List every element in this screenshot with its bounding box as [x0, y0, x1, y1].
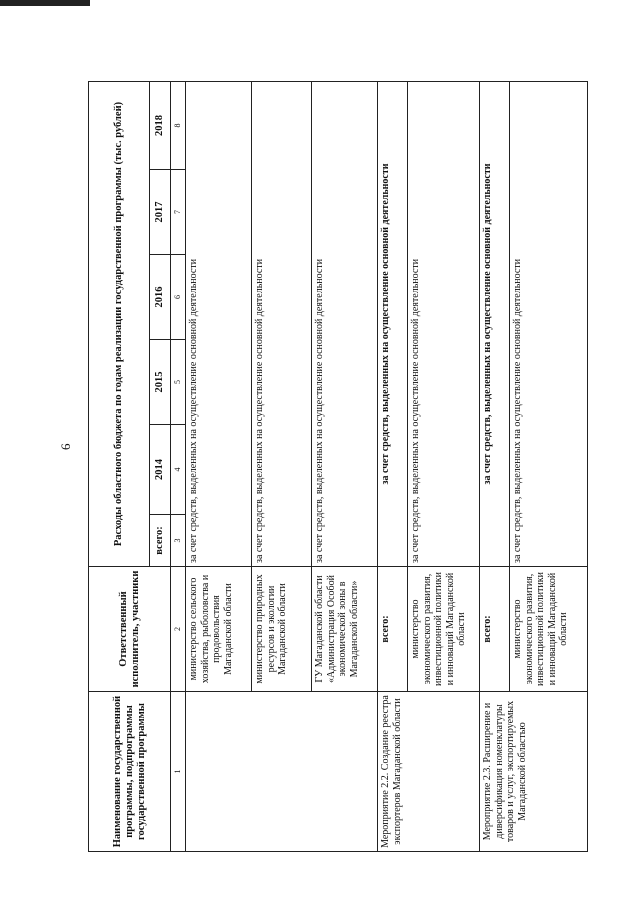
col-num: 6 [171, 255, 186, 340]
row-executor: министерство экономического развития, инвестиционной политики и инноваций Магаданской области [408, 567, 480, 692]
budget-table [88, 81, 588, 852]
row-name [186, 692, 378, 852]
row-executor: министерство сельского хозяйства, рыболовства и продовольствия Магаданской области [186, 567, 252, 692]
row-funding: за счет средств, выделенных на осуществление основной деятельности [510, 81, 588, 566]
col-num: 1 [171, 692, 186, 852]
header-program: Наименование государственной программы, подпрограммы государственной программы [89, 692, 171, 852]
row-funding: за счет средств, выделенных на осуществление основной деятельности [252, 81, 312, 566]
scan-mark [0, 0, 90, 6]
page-number: 6 [58, 443, 73, 450]
row-name: Мероприятие 2.3. Расширение и диверсификация номенклатуры товаров и услуг, экспортируемых Магаданской областью [480, 692, 588, 852]
col-num: 8 [171, 81, 186, 169]
row-executor: министерство экономического развития, инвестиционной политики и инноваций Магаданской области [510, 567, 588, 692]
header-total: всего: [150, 515, 171, 567]
col-num: 2 [171, 567, 186, 692]
row-funding: за счет средств, выделенных на осуществление основной деятельности [378, 81, 408, 566]
header-year-2017: 2017 [150, 170, 171, 255]
row-funding: за счет средств, выделенных на осуществление основной деятельности [312, 81, 378, 566]
table-row [378, 81, 408, 851]
row-executor: всего: [480, 567, 510, 692]
table-row [480, 81, 510, 851]
row-name: Мероприятие 2.2. Создание реестра экспортеров Магаданской области [378, 692, 480, 852]
header-year-2014: 2014 [150, 425, 171, 515]
col-num: 5 [171, 340, 186, 425]
rotated-page [88, 82, 588, 852]
table-row [186, 81, 252, 851]
header-executor: Ответственный исполнитель, участники [89, 567, 171, 692]
row-funding: за счет средств, выделенных на осуществление основной деятельности [480, 81, 510, 566]
row-funding: за счет средств, выделенных на осуществление основной деятельности [408, 81, 480, 566]
header-budget: Расходы областного бюджета по годам реализации государственной программы (тыс. рублей) [89, 81, 150, 566]
header-year-2016: 2016 [150, 255, 171, 340]
row-funding: за счет средств, выделенных на осуществление основной деятельности [186, 81, 252, 566]
row-executor: ГУ Магаданской области «Администрация Особой экономической зоны в Магаданской области» [312, 567, 378, 692]
col-num: 4 [171, 425, 186, 515]
header-year-2018: 2018 [150, 81, 171, 169]
col-num: 3 [171, 515, 186, 567]
col-num: 7 [171, 170, 186, 255]
column-number-row [171, 81, 186, 851]
header-year-2015: 2015 [150, 340, 171, 425]
row-executor: министерство природных ресурсов и экологии Магаданской области [252, 567, 312, 692]
row-executor: всего: [378, 567, 408, 692]
